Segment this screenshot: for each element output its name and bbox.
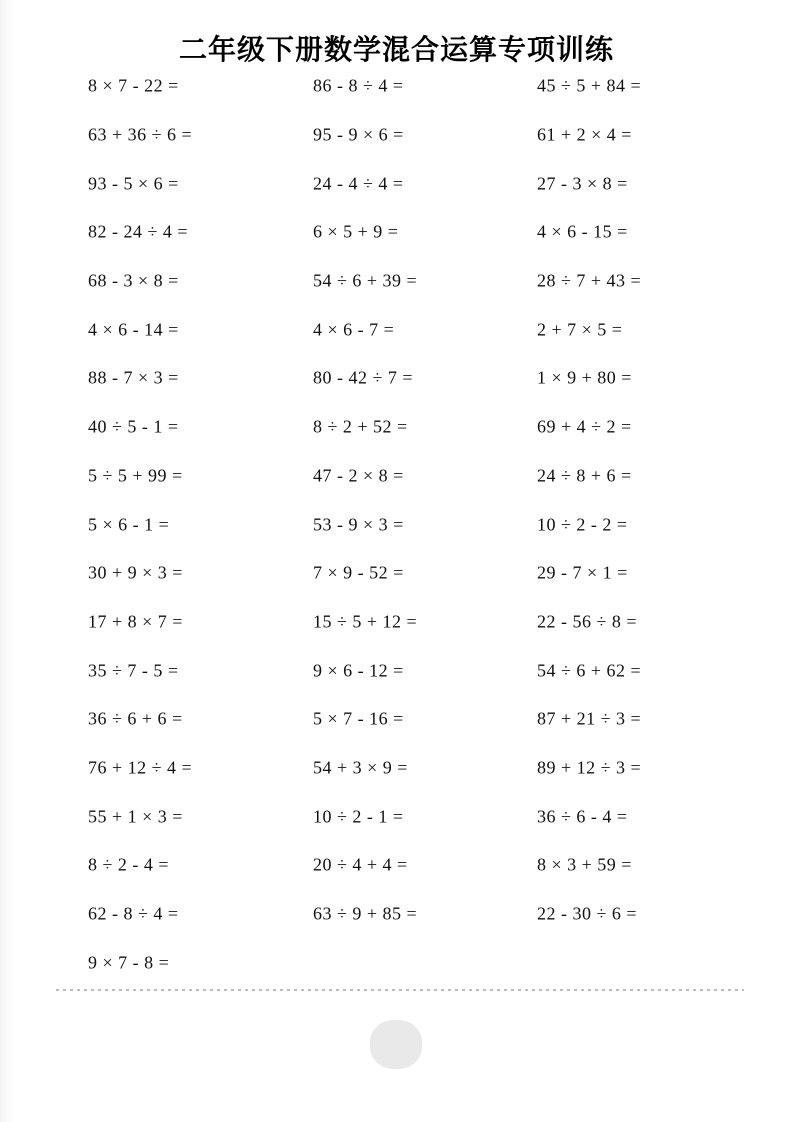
problem-row — [88, 646, 748, 695]
problem-cell: 5 ÷ 5 + 99 = — [88, 465, 183, 486]
problem-cell: 17 + 8 × 7 = — [88, 611, 183, 632]
problem-row — [88, 159, 748, 208]
problem-row — [88, 403, 748, 452]
page-marker-blob — [370, 1020, 422, 1069]
problem-cell: 82 - 24 ÷ 4 = — [88, 221, 189, 242]
problem-row — [88, 549, 748, 598]
problem-cell: 54 + 3 × 9 = — [313, 757, 408, 778]
problem-cell: 61 + 2 × 4 = — [537, 124, 632, 145]
problem-row — [88, 62, 748, 111]
problem-row — [88, 695, 748, 744]
problem-row — [88, 452, 748, 501]
problem-cell: 22 - 30 ÷ 6 = — [537, 903, 638, 924]
problem-cell: 8 ÷ 2 - 4 = — [88, 854, 170, 875]
problem-row — [88, 792, 748, 841]
problem-cell: 86 - 8 ÷ 4 = — [313, 75, 404, 96]
problem-cell: 4 × 6 - 15 = — [537, 221, 628, 242]
problem-cell: 29 - 7 × 1 = — [537, 562, 628, 583]
problem-cell: 15 ÷ 5 + 12 = — [313, 611, 418, 632]
problem-row — [88, 208, 748, 257]
problem-cell: 1 × 9 + 80 = — [537, 367, 632, 388]
problem-cell: 2 + 7 × 5 = — [537, 319, 623, 340]
problem-cell: 28 ÷ 7 + 43 = — [537, 270, 642, 291]
problem-row — [88, 257, 748, 306]
problem-cell: 8 × 3 + 59 = — [537, 854, 632, 875]
problem-cell: 55 + 1 × 3 = — [88, 806, 183, 827]
page-break-divider — [56, 989, 744, 991]
page-edge-shadow — [0, 0, 14, 1122]
problem-row — [88, 354, 748, 403]
problem-cell: 68 - 3 × 8 = — [88, 270, 179, 291]
problem-cell: 45 ÷ 5 + 84 = — [537, 75, 642, 96]
problem-cell: 87 + 21 ÷ 3 = — [537, 708, 642, 729]
problem-cell: 80 - 42 ÷ 7 = — [313, 367, 414, 388]
problem-cell: 63 + 36 ÷ 6 = — [88, 124, 193, 145]
problem-row — [88, 500, 748, 549]
problem-cell: 63 ÷ 9 + 85 = — [313, 903, 418, 924]
problem-row — [88, 305, 748, 354]
problem-cell: 9 × 6 - 12 = — [313, 660, 404, 681]
problem-row — [88, 111, 748, 160]
problem-cell: 95 - 9 × 6 = — [313, 124, 404, 145]
problem-cell: 27 - 3 × 8 = — [537, 173, 628, 194]
problem-cell: 8 × 7 - 22 = — [88, 75, 179, 96]
problem-cell: 8 ÷ 2 + 52 = — [313, 416, 408, 437]
problem-cell: 76 + 12 ÷ 4 = — [88, 757, 193, 778]
problem-cell: 24 ÷ 8 + 6 = — [537, 465, 632, 486]
problem-cell: 24 - 4 ÷ 4 = — [313, 173, 404, 194]
problem-cell: 93 - 5 × 6 = — [88, 173, 179, 194]
problem-cell: 35 ÷ 7 - 5 = — [88, 660, 179, 681]
problem-cell: 6 × 5 + 9 = — [313, 221, 399, 242]
problem-cell: 5 × 6 - 1 = — [88, 514, 170, 535]
problem-row — [88, 841, 748, 890]
problem-row — [88, 744, 748, 793]
problem-cell: 62 - 8 ÷ 4 = — [88, 903, 179, 924]
problem-cell: 69 + 4 ÷ 2 = — [537, 416, 632, 437]
problem-cell: 54 ÷ 6 + 62 = — [537, 660, 642, 681]
problem-row — [88, 938, 748, 987]
problem-cell: 7 × 9 - 52 = — [313, 562, 404, 583]
problem-cell: 47 - 2 × 8 = — [313, 465, 404, 486]
problem-cell: 36 ÷ 6 - 4 = — [537, 806, 628, 827]
problem-cell: 10 ÷ 2 - 1 = — [313, 806, 404, 827]
problem-cell: 89 + 12 ÷ 3 = — [537, 757, 642, 778]
problem-cell: 4 × 6 - 14 = — [88, 319, 179, 340]
problem-cell: 9 × 7 - 8 = — [88, 952, 170, 973]
problem-row — [88, 598, 748, 647]
problems-grid — [88, 62, 748, 987]
problem-cell: 88 - 7 × 3 = — [88, 367, 179, 388]
problem-cell: 10 ÷ 2 - 2 = — [537, 514, 628, 535]
problem-cell: 30 + 9 × 3 = — [88, 562, 183, 583]
problem-row — [88, 890, 748, 939]
problem-cell: 53 - 9 × 3 = — [313, 514, 404, 535]
problem-cell: 22 - 56 ÷ 8 = — [537, 611, 638, 632]
problem-cell: 36 ÷ 6 + 6 = — [88, 708, 183, 729]
problem-cell: 5 × 7 - 16 = — [313, 708, 404, 729]
page-title: 二年级下册数学混合运算专项训练 — [178, 34, 614, 65]
problem-cell: 4 × 6 - 7 = — [313, 319, 395, 340]
problem-cell: 40 ÷ 5 - 1 = — [88, 416, 179, 437]
problem-cell: 54 ÷ 6 + 39 = — [313, 270, 418, 291]
problem-cell: 20 ÷ 4 + 4 = — [313, 854, 408, 875]
